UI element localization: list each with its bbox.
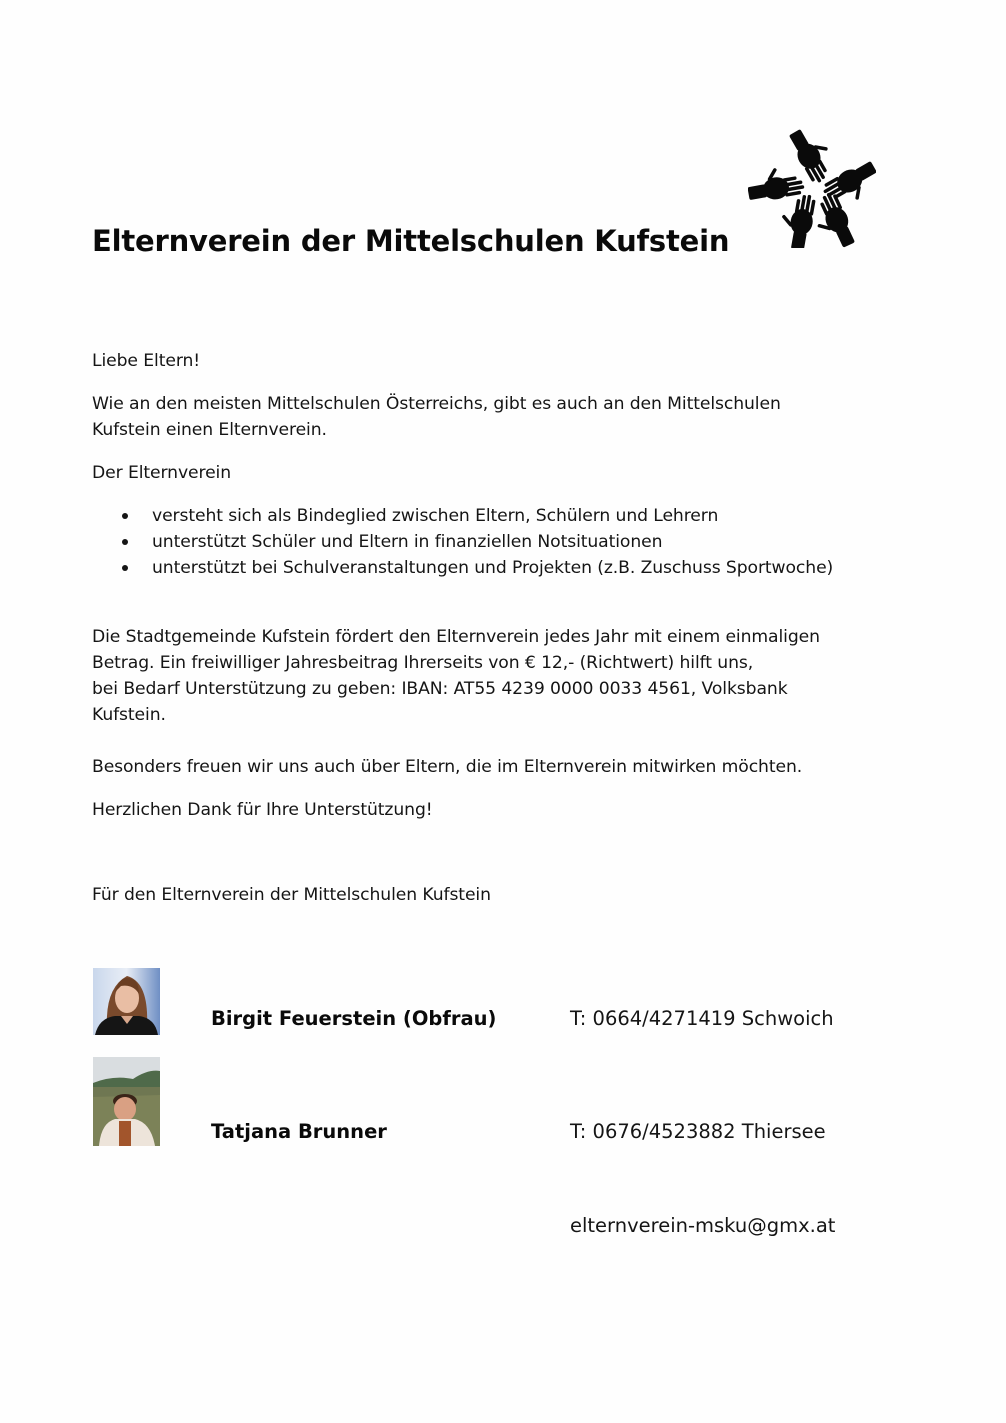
intro-line-2: Kufstein einen Elternverein. — [92, 420, 327, 440]
participation-text: Besonders freuen wir uns auch über Eltern, die im Elternverein mitwirken möchten. — [92, 757, 803, 777]
hands-circle-icon — [748, 126, 876, 248]
bullet-item: unterstützt bei Schulveranstaltungen und Projekten (z.B. Zuschuss Sportwoche) — [152, 558, 834, 578]
contact-phone: T: 0664/4271419 Schwoich — [570, 1007, 834, 1030]
list-intro: Der Elternverein — [92, 463, 232, 483]
email-link[interactable]: elternverein-msku@gmx.at — [570, 1214, 836, 1237]
intro-line-1: Wie an den meisten Mittelschulen Österreichs, gibt es auch an den Mittelschulen — [92, 394, 781, 414]
contact-name: Tatjana Brunner — [211, 1120, 387, 1143]
greeting: Liebe Eltern! — [92, 351, 201, 371]
funding-line: Die Stadtgemeinde Kufstein fördert den Elternverein jedes Jahr mit einem einmaligen — [92, 627, 820, 647]
funding-line: Kufstein. — [92, 705, 166, 725]
bullet-icon — [122, 539, 128, 545]
bullet-icon — [122, 513, 128, 519]
funding-line-iban: bei Bedarf Unterstützung zu geben: IBAN: AT55 4239 0000 0033 4561, Volksbank — [92, 679, 788, 699]
thanks-text: Herzlichen Dank für Ihre Unterstützung! — [92, 800, 433, 820]
avatar-birgit-feuerstein — [93, 968, 160, 1035]
avatar-tatjana-brunner — [93, 1057, 160, 1146]
page-title: Elternverein der Mittelschulen Kufstein — [92, 224, 730, 258]
bullet-icon — [122, 565, 128, 571]
contact-phone: T: 0676/4523882 Thiersee — [570, 1120, 826, 1143]
bullet-item: unterstützt Schüler und Eltern in finanziellen Notsituationen — [152, 532, 663, 552]
contact-name: Birgit Feuerstein (Obfrau) — [211, 1007, 497, 1030]
signature-text: Für den Elternverein der Mittelschulen Kufstein — [92, 885, 491, 905]
funding-line: Betrag. Ein freiwilliger Jahresbeitrag Ihrerseits von € 12,- (Richtwert) hilft uns, — [92, 653, 754, 673]
bullet-item: versteht sich als Bindeglied zwischen Eltern, Schülern und Lehrern — [152, 506, 719, 526]
